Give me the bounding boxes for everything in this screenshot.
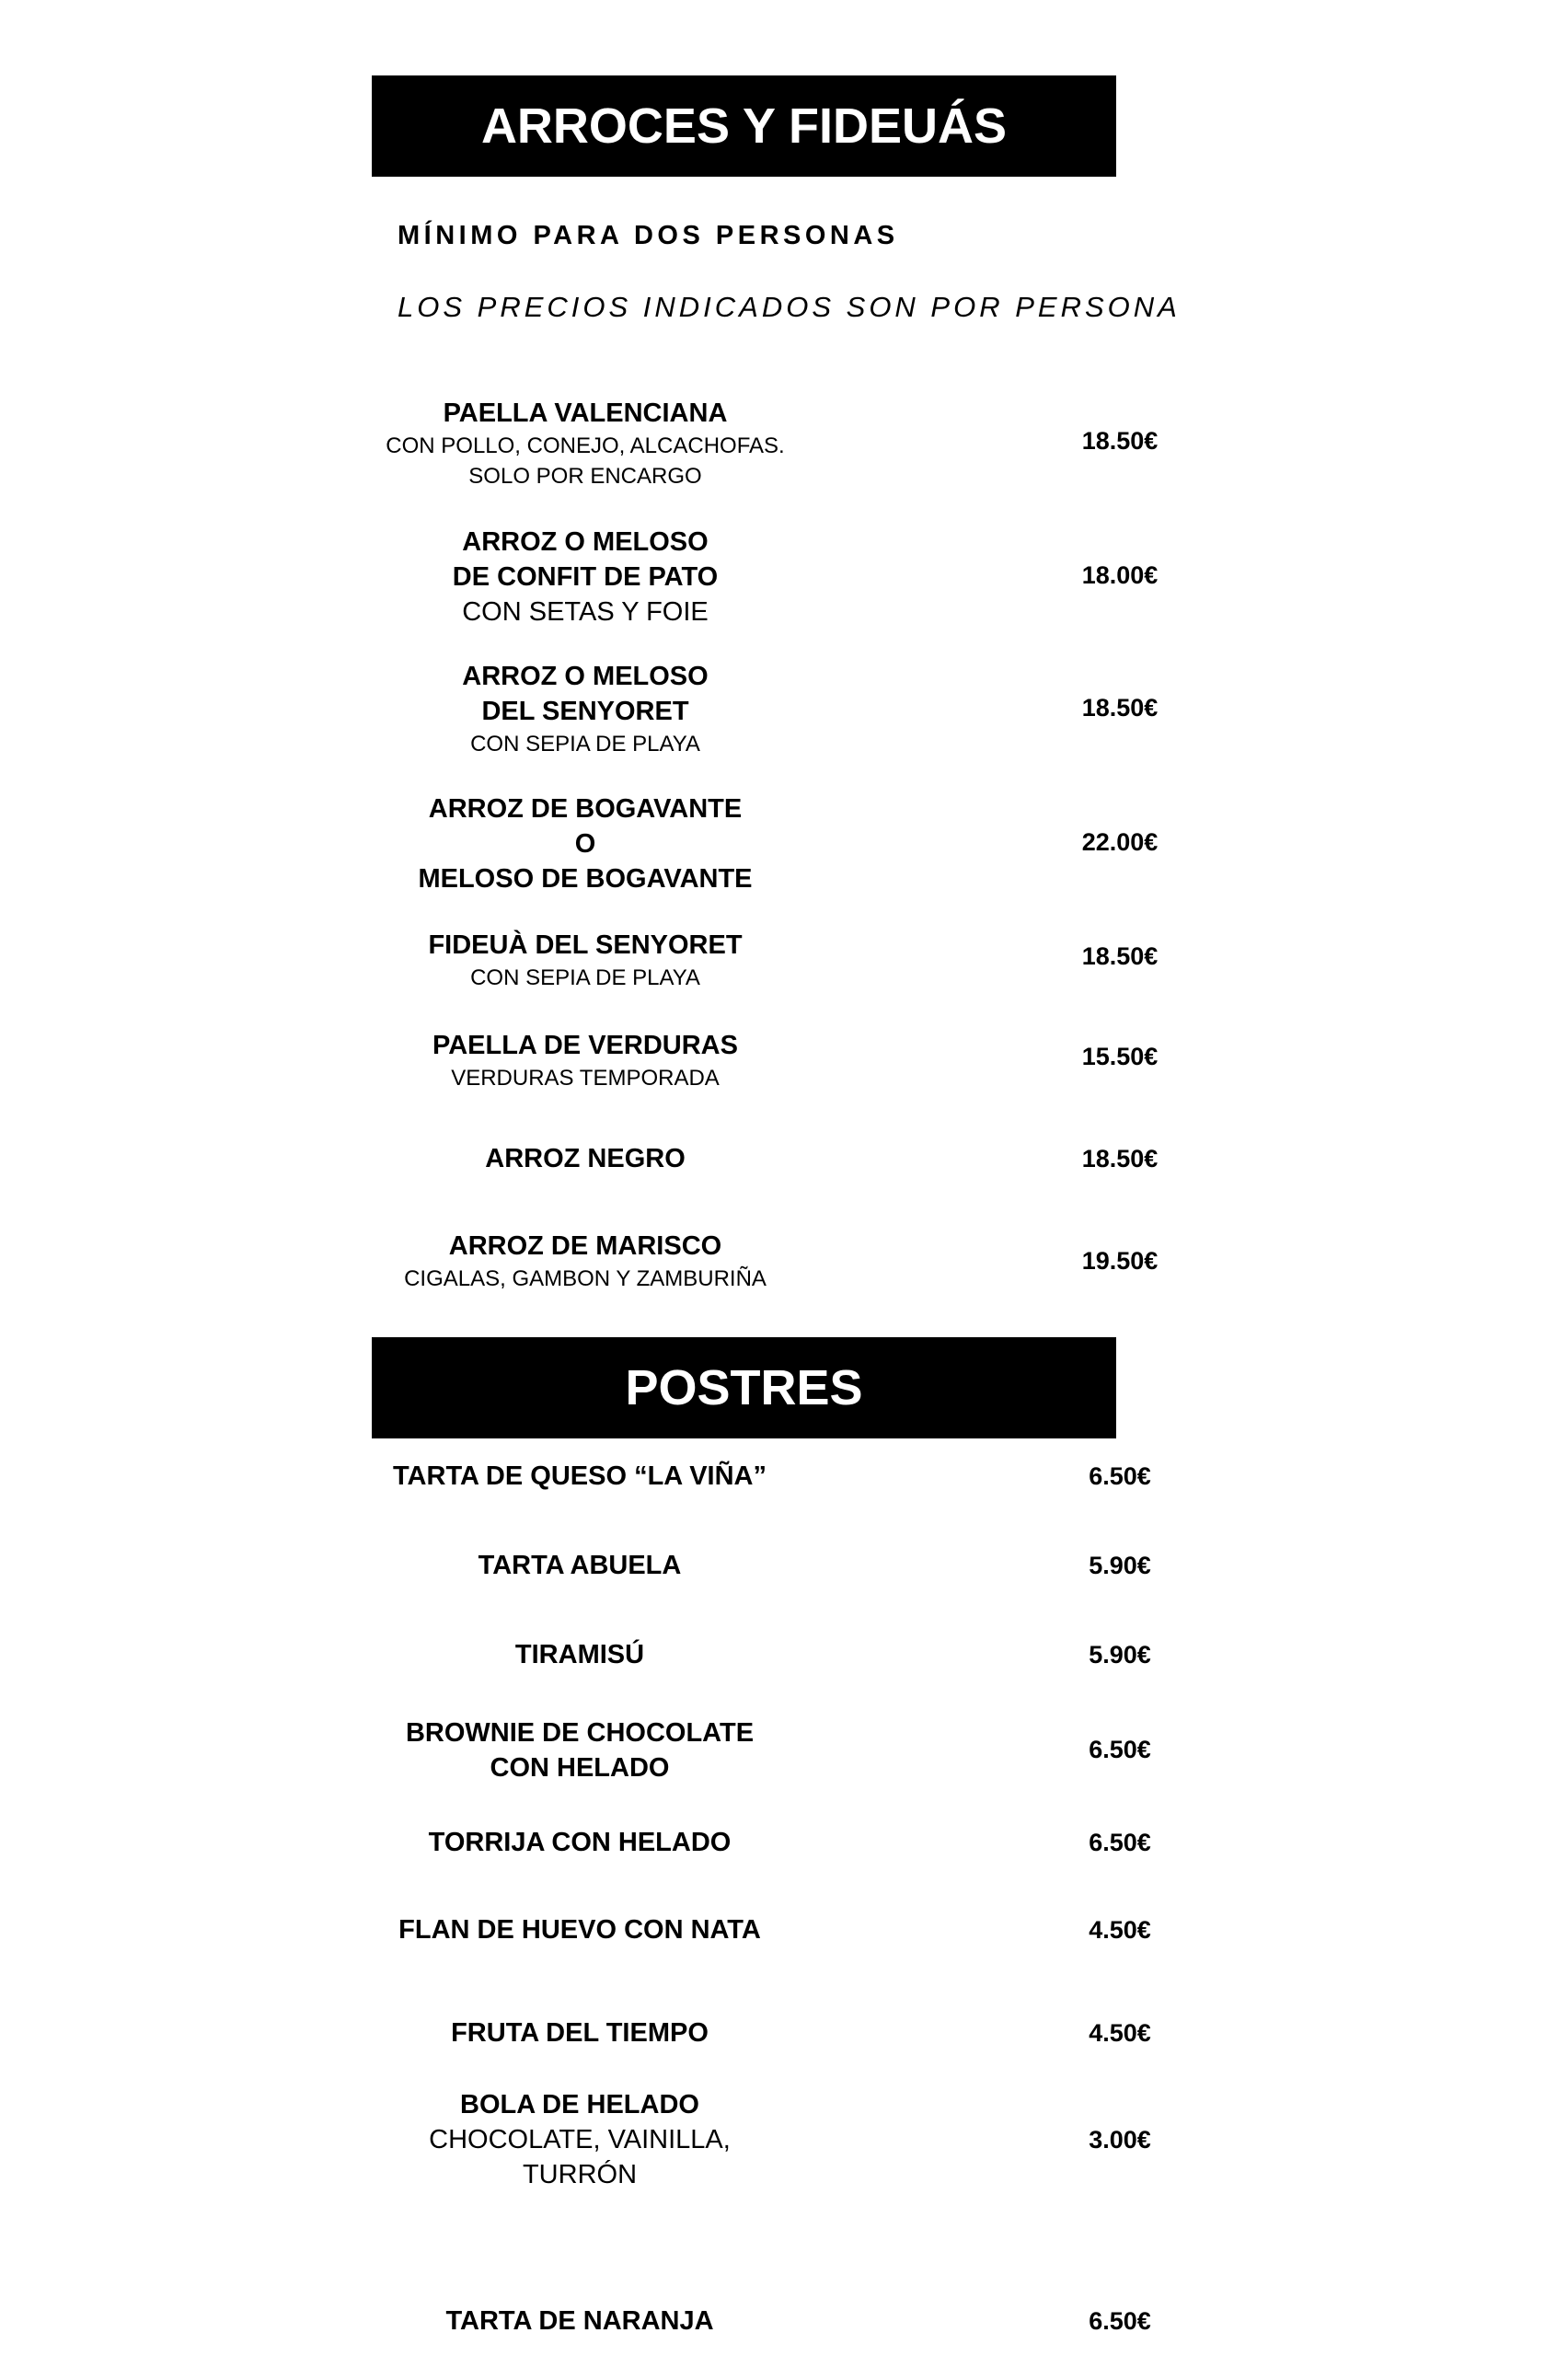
item-name-line3: MELOSO DE BOGAVANTE <box>418 864 753 894</box>
item-description: CON POLLO, CONEJO, ALCACHOFAS. <box>386 433 785 458</box>
item-name: TIRAMISÚ <box>514 1640 645 1669</box>
item-price: 6.50€ <box>1089 1462 1151 1490</box>
item-price: 6.50€ <box>1089 1829 1151 1856</box>
item-name: TARTA ABUELA <box>478 1551 682 1580</box>
item-price: 18.50€ <box>1081 427 1159 455</box>
item-price: 5.90€ <box>1089 1552 1151 1579</box>
item-name-line2: O <box>574 829 596 859</box>
item-price: 22.00€ <box>1081 828 1159 856</box>
item-price: 5.90€ <box>1089 1641 1151 1669</box>
item-price: 15.50€ <box>1081 1043 1159 1070</box>
item-name: PAELLA DE VERDURAS <box>432 1031 738 1060</box>
item-name: ARROZ O MELOSO <box>462 527 709 557</box>
item-name: FLAN DE HUEVO CON NATA <box>398 1915 761 1945</box>
section-title-postres: POSTRES <box>372 1337 1116 1438</box>
item-price: 19.50€ <box>1081 1247 1159 1275</box>
item-description: CON SETAS Y FOIE <box>462 597 709 627</box>
item-name: ARROZ DE MARISCO <box>448 1231 722 1261</box>
item-description: CHOCOLATE, VAINILLA, <box>429 2125 731 2154</box>
item-name: TORRIJA CON HELADO <box>428 1828 732 1857</box>
item-name: ARROZ O MELOSO <box>462 662 709 691</box>
item-price: 4.50€ <box>1089 2019 1151 2047</box>
prices-note: LOS PRECIOS INDICADOS SON POR PERSONA <box>398 291 1181 323</box>
item-price: 18.50€ <box>1081 942 1159 970</box>
item-name: PAELLA VALENCIANA <box>443 398 728 428</box>
item-name: TARTA DE NARANJA <box>445 2306 714 2336</box>
item-description: CIGALAS, GAMBON Y ZAMBURIÑA <box>404 1266 767 1291</box>
item-name: BOLA DE HELADO <box>460 2090 699 2119</box>
item-price: 18.50€ <box>1081 1145 1159 1172</box>
item-price: 6.50€ <box>1089 1736 1151 1763</box>
item-note: SOLO POR ENCARGO <box>468 464 702 489</box>
item-description: VERDURAS TEMPORADA <box>451 1066 720 1091</box>
item-price: 4.50€ <box>1089 1916 1151 1944</box>
section-title-arroces: ARROCES Y FIDEUÁS <box>372 75 1116 177</box>
item-name: ARROZ NEGRO <box>485 1144 686 1173</box>
item-name-line2: CON HELADO <box>490 1753 670 1783</box>
item-price: 6.50€ <box>1089 2307 1151 2335</box>
item-price: 3.00€ <box>1089 2126 1151 2154</box>
item-name: ARROZ DE BOGAVANTE <box>428 794 743 824</box>
item-name-line2: DE CONFIT DE PATO <box>452 562 719 592</box>
item-description-line2: TURRÓN <box>522 2160 638 2189</box>
item-name: BROWNIE DE CHOCOLATE <box>405 1718 755 1748</box>
item-name-line2: DEL SENYORET <box>481 697 689 726</box>
item-price: 18.50€ <box>1081 694 1159 722</box>
item-description: CON SEPIA DE PLAYA <box>470 965 700 990</box>
item-name: FRUTA DEL TIEMPO <box>451 2018 709 2048</box>
item-name: TARTA DE QUESO “LA VIÑA” <box>393 1461 767 1491</box>
item-price: 18.00€ <box>1081 561 1159 589</box>
item-name: FIDEUÀ DEL SENYORET <box>428 930 743 960</box>
minimum-note: MÍNIMO PARA DOS PERSONAS <box>398 221 899 250</box>
item-description: CON SEPIA DE PLAYA <box>470 732 700 756</box>
